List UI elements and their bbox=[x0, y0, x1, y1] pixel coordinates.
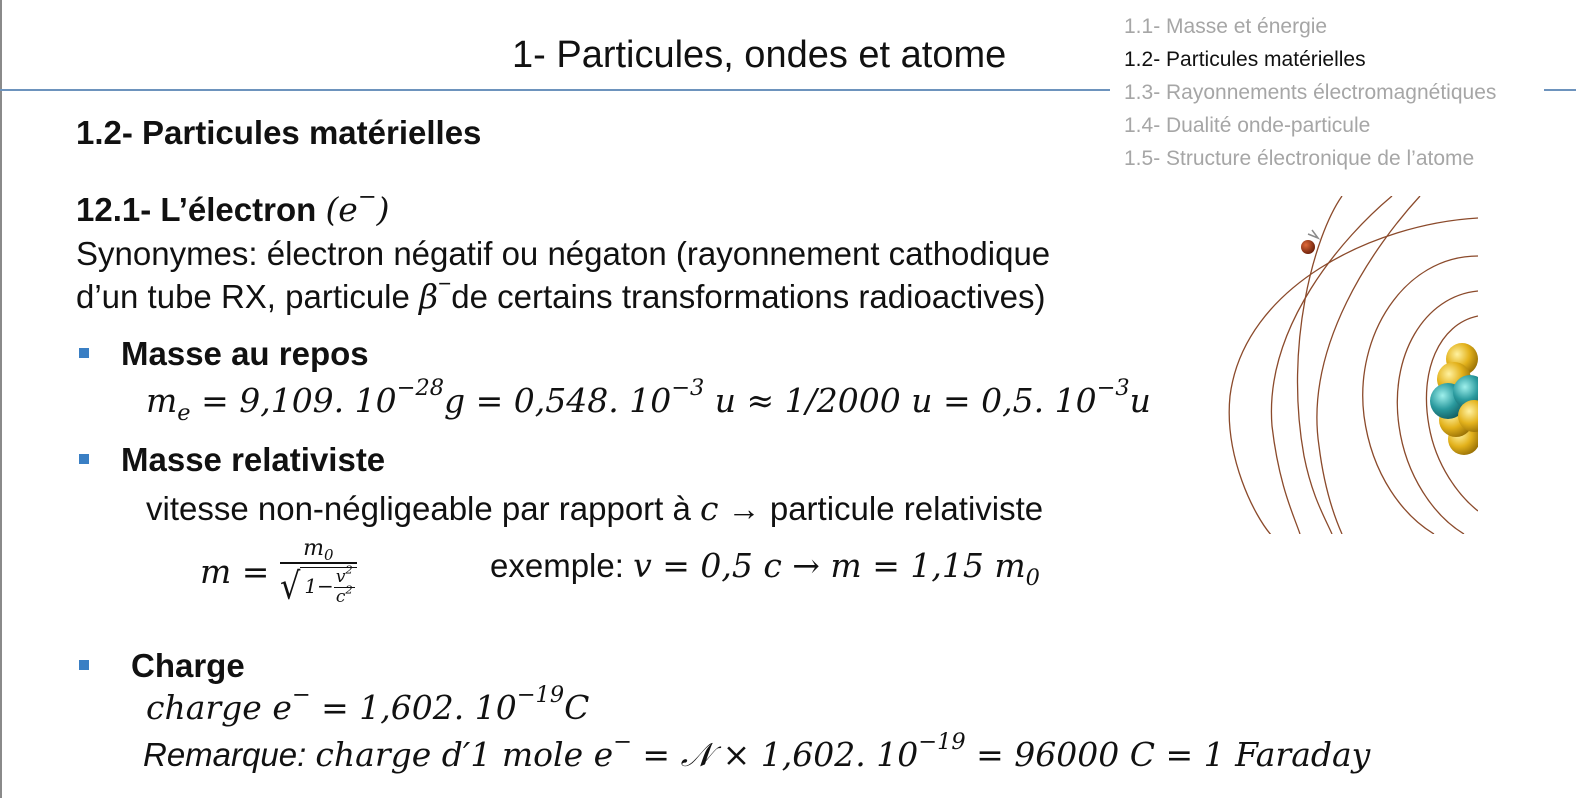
nav-item-particules-materielles[interactable]: 1.2- Particules matérielles bbox=[1124, 48, 1366, 71]
synonyms-line-1: Synonymes: électron négatif ou négaton (rayonnement cathodique bbox=[76, 235, 1051, 272]
nucleus bbox=[1430, 343, 1478, 455]
nav-item-structure[interactable]: 1.5- Structure électronique de l’atome bbox=[1124, 147, 1475, 170]
masse-relativiste-text: vitesse non-négligeable par rapport à c → particule relativiste bbox=[146, 489, 1044, 528]
slide-title: 1- Particules, ondes et atome bbox=[512, 34, 1007, 76]
bullet-masse-relativiste bbox=[79, 454, 89, 464]
synonyms-text bbox=[76, 232, 1050, 318]
section-nav bbox=[1124, 10, 1496, 175]
masse-repos-label: Masse au repos bbox=[121, 335, 369, 372]
bullet-masse-repos bbox=[79, 348, 89, 358]
electron-particle bbox=[1301, 230, 1318, 254]
electron-heading bbox=[76, 184, 390, 229]
slide-left-border bbox=[0, 0, 2, 798]
title-rule-right bbox=[1544, 89, 1576, 91]
orbit-lines bbox=[1229, 196, 1478, 534]
bullet-charge bbox=[79, 660, 89, 670]
charge-remark: Remarque: charge d′1 mole e− = 𝒩 × 1,602. $10^{-19} = 96000$ C = 1 Faraday bbox=[143, 729, 1371, 774]
masse-relativiste-label: Masse relativiste bbox=[121, 441, 386, 478]
sqrt-sign: √ bbox=[279, 564, 301, 608]
synonyms-line-2: d’un tube RX, particule β−de certains transformations radioactives) bbox=[76, 271, 1046, 316]
relativistic-fraction: $m_0$ √ 1− $\frac{v^2}{c^2}$ bbox=[280, 536, 357, 607]
nav-item-rayonnements[interactable]: 1.3- Rayonnements électromagnétiques bbox=[1124, 81, 1497, 104]
nav-item-masse-energie[interactable]: 1.1- Masse et énergie bbox=[1124, 15, 1328, 38]
charge-formula: charge e− = 1,602. $10^{-19}C$ bbox=[146, 682, 590, 727]
section-title: 1.2- Particules matérielles bbox=[76, 114, 482, 151]
atom-orbit-illustration bbox=[1224, 196, 1478, 534]
relativistic-mass-formula: m = $m_0$ √ 1− $\frac{v^2}{c^2}$ bbox=[200, 536, 357, 607]
relativistic-example: exemple: v = 0,5 c → m = 1,15 $m_0$ bbox=[490, 546, 1040, 591]
title-rule-left bbox=[0, 89, 1110, 91]
masse-repos-formula: $m_e = 9,109$. $10^{-28}g = 0,548$. $10^{-3}$ u ≈ 1/2000 u = 0,5. $10^{-3}u$ bbox=[146, 375, 1151, 426]
nav-item-dualite[interactable]: 1.4- Dualité onde-particule bbox=[1124, 114, 1371, 137]
charge-label: Charge bbox=[131, 647, 245, 684]
electron-symbol: (e−) bbox=[325, 184, 390, 229]
electron-heading-text: 12.1- L’électron bbox=[76, 191, 317, 228]
